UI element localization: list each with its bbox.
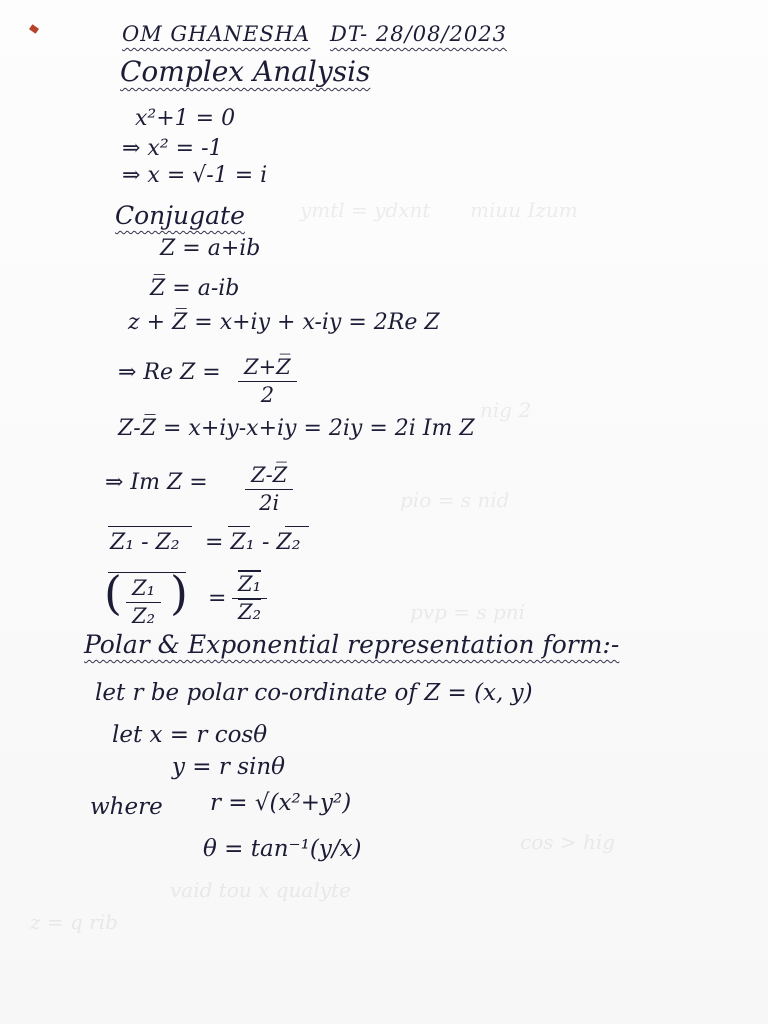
page-corner-mark — [29, 24, 39, 34]
bleed-through-text: cos > hig — [520, 830, 616, 854]
author-name: OM GHANESHA — [122, 22, 311, 46]
equation-line: = Z₁ — [205, 530, 255, 555]
fraction-denominator: 2i — [259, 491, 280, 515]
fraction-numerator: Z-Z̅ — [245, 465, 293, 490]
equation-line: ⇒ x = √-1 = i — [122, 163, 268, 188]
fraction-numerator: Z₁ — [126, 578, 161, 603]
equation-line: Z = a+ib — [160, 236, 261, 261]
bleed-through-text: z = q rib — [30, 910, 118, 934]
section-heading-conjugate: Conjugate — [115, 201, 245, 230]
bleed-through-text: ymtl = ydxnt — [300, 198, 431, 222]
fraction — [238, 357, 297, 406]
equation-line: y = r sinθ — [172, 754, 286, 780]
bleed-through-text: pio = s nid — [400, 488, 510, 512]
equation-line: - Z₂ — [262, 530, 301, 555]
section-heading-polar: Polar & Exponential representation form:- — [84, 630, 620, 659]
equation-line: x²+1 = 0 — [135, 106, 236, 131]
equation-line: let x = r cosθ — [112, 722, 268, 748]
fraction-denominator: 2 — [260, 383, 275, 407]
fraction-numerator: Z₁ — [232, 574, 267, 599]
date-label: DT- 28/08/2023 — [330, 22, 507, 46]
equation-line: r = √(x²+y²) — [210, 790, 352, 816]
overline-bar — [228, 526, 250, 527]
equation-line: Z₁ - Z₂ — [110, 530, 180, 555]
fraction — [126, 578, 161, 627]
equation-line: ⇒ Re Z = — [118, 360, 221, 385]
equation-line: z + Z̅ = x+iy + x-iy = 2Re Z — [128, 310, 440, 335]
left-paren: ( — [104, 566, 122, 620]
bleed-through-text: pvp = s pni — [410, 600, 526, 624]
equation-line: Z-Z̅ = x+iy-x+iy = 2iy = 2i Im Z — [118, 416, 475, 441]
equation-line: ⇒ x² = -1 — [122, 136, 223, 161]
fraction — [232, 574, 267, 623]
bleed-through-text: miuu Izum — [470, 198, 578, 222]
equation-line: θ = tan⁻¹(y/x) — [203, 836, 362, 862]
overline-bar — [285, 526, 309, 527]
right-paren: ) — [170, 566, 188, 620]
equation-line: Z̅ = a-ib — [150, 276, 240, 301]
equation-line: ⇒ Im Z = — [105, 470, 208, 495]
fraction — [245, 465, 293, 514]
overline-bar — [108, 526, 192, 527]
equation-line: let r be polar co-ordinate of Z = (x, y) — [95, 680, 533, 706]
fraction-numerator: Z+Z̅ — [238, 357, 297, 382]
equation-line: = — [208, 586, 227, 611]
equation-line: where — [90, 794, 163, 820]
bleed-through-text: vaid tou x qualyte — [170, 878, 351, 902]
fraction-denominator: Z₂ — [238, 600, 262, 624]
fraction-denominator: Z₂ — [132, 604, 156, 628]
page-title: Complex Analysis — [120, 55, 371, 88]
bleed-through-text: nig 2 — [480, 398, 532, 422]
